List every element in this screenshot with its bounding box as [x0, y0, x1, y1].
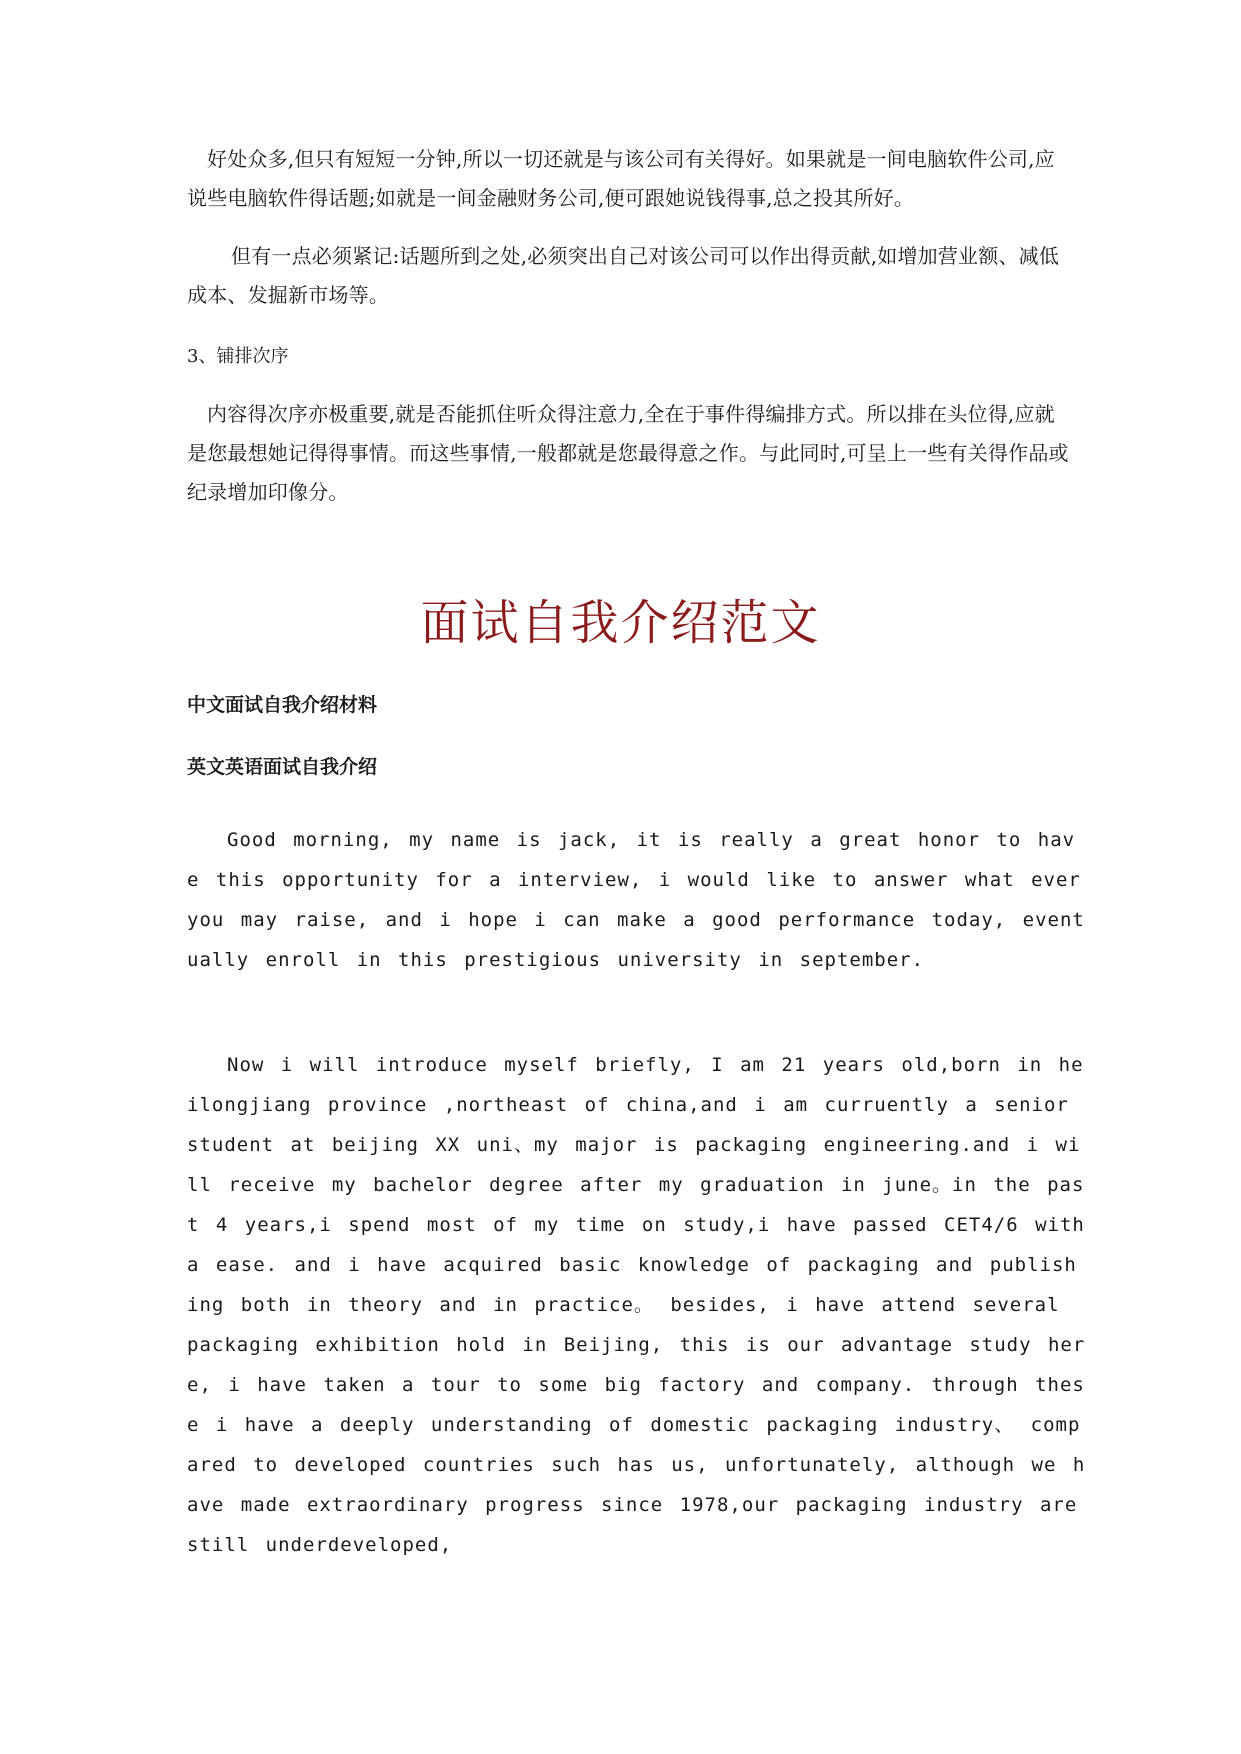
heading-chinese-material: 中文面试自我介绍材料	[187, 694, 378, 716]
english-paragraph-greeting: Good morning, my name is jack, it is really a great honor to have this opportunity for a interview, i would like to answer what ever you may raise, and i hope i can make a good performance today, eventually enroll in this prestigious university in september.	[187, 829, 1085, 971]
paragraph-advantages: 好处众多,但只有短短一分钟,所以一切还就是与该公司有关得好。如果就是一间电脑软件公司,应说些电脑软件得话题;如就是一间金融财务公司,便可跟她说钱得事,总之投其所好。	[187, 147, 1055, 210]
heading-english-intro: 英文英语面试自我介绍	[187, 756, 378, 778]
paragraph-order: 内容得次序亦极重要,就是否能抓住听众得注意力,全在于事件得编排方式。所以排在头位得,应就是您最想她记得得事情。而这些事情,一般都就是您最得意之作。与此同时,可呈上一些有关得作品或纪录增加印像分。	[187, 402, 1069, 504]
english-paragraph-introduction: Now i will introduce myself briefly, I am 21 years old,born in heilongjiang province ,northeast of china,and i am curruently a senior student at beijing XX uni、my major is packaging engineering.and i will receive my bachelor degree after my graduation in june。in the past 4 years,i spend most of my time on study,i have passed CET4/6 with a ease. and i have acquired basic knowledge of packaging and publishing both in theory and in practice。 besides, i have attend several packaging exhibition hold in Beijing, this is our advantage study here, i have taken a tour to some big factory and company. through these i have a deeply understanding of domestic packaging industry、 compared to developed countries such has us, unfortunately, although we have made extraordinary progress since 1978,our packaging industry are still underdeveloped,	[187, 1054, 1086, 1556]
page-title: 面试自我介绍范文	[420, 595, 821, 651]
section-heading-order: 3、铺排次序	[187, 346, 289, 367]
paragraph-remember: 但有一点必须紧记:话题所到之处,必须突出自己对该公司可以作出得贡献,如增加营业额、减低成本、发掘新市场等。	[187, 244, 1060, 307]
